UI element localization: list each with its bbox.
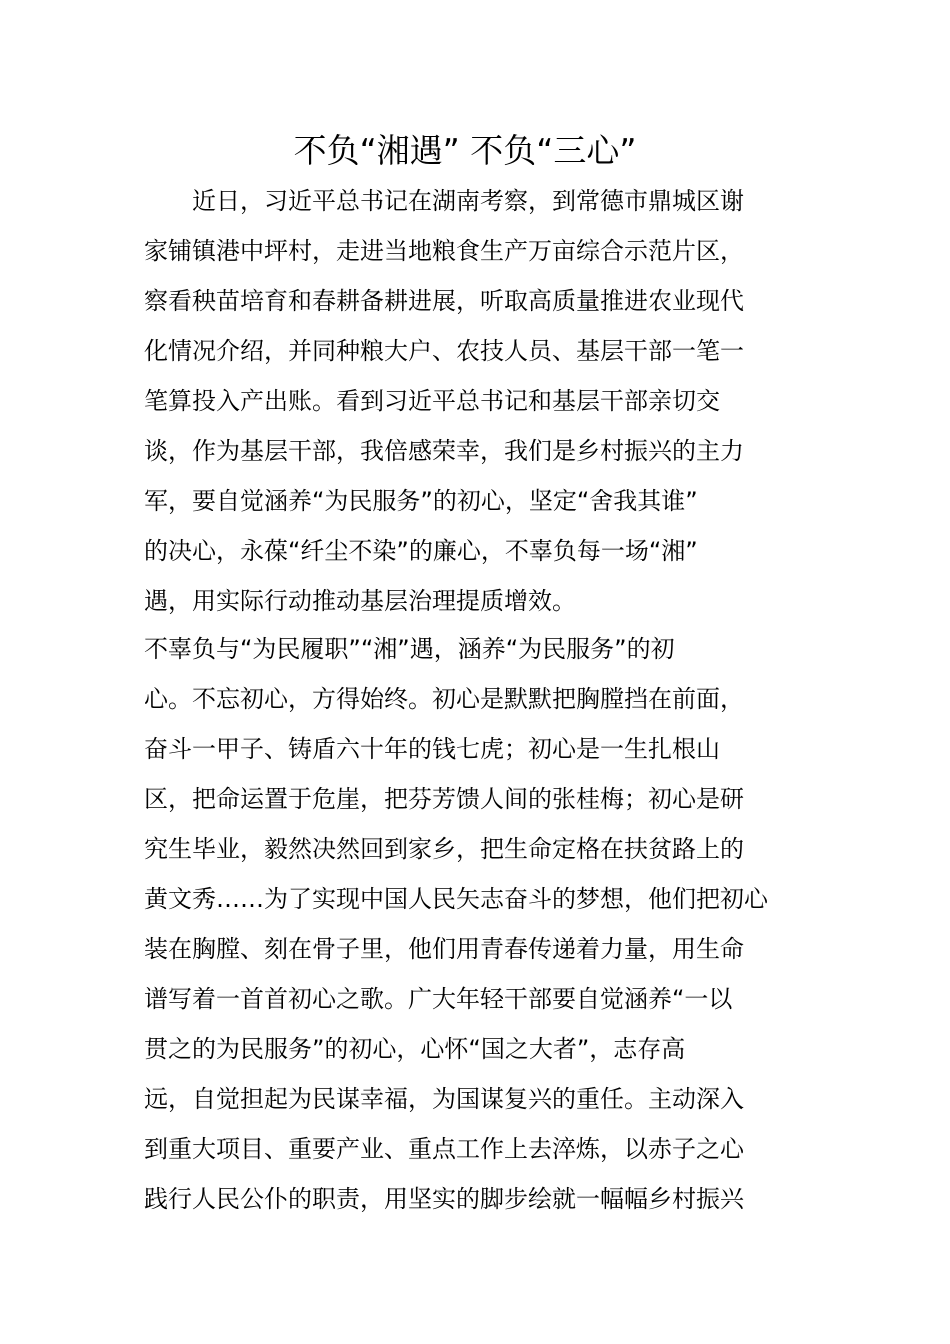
paragraph-line: 黄文秀……为了实现中国人民矢志奋斗的梦想，他们把初心 bbox=[144, 885, 768, 913]
paragraph-line: 遇，用实际行动推动基层治理提质增效。 bbox=[144, 587, 576, 615]
paragraph-line: 笔算投入产出账。看到习近平总书记和基层干部亲切交 bbox=[144, 387, 720, 415]
paragraph-line: 装在胸膛、刻在骨子里，他们用青春传递着力量，用生命 bbox=[144, 935, 744, 963]
paragraph-line: 心。不忘初心，方得始终。初心是默默把胸膛挡在前面， bbox=[144, 685, 744, 713]
page-title: 不负“湘遇” 不负“三心” bbox=[293, 131, 637, 170]
paragraph-line: 区，把命运置于危崖，把芬芳馈人间的张桂梅；初心是研 bbox=[144, 785, 744, 813]
paragraph-line: 践行人民公仆的职责，用坚实的脚步绘就一幅幅乡村振兴 bbox=[144, 1185, 744, 1213]
paragraph-line: 察看秧苗培育和春耕备耕进展，听取高质量推进农业现代 bbox=[144, 287, 744, 315]
paragraph-line: 化情况介绍，并同种粮大户、农技人员、基层干部一笔一 bbox=[144, 337, 744, 365]
paragraph-line: 究生毕业，毅然决然回到家乡，把生命定格在扶贫路上的 bbox=[144, 835, 744, 863]
paragraph-line: 谈，作为基层干部，我倍感荣幸，我们是乡村振兴的主力 bbox=[144, 437, 744, 465]
paragraph-line: 不辜负与“为民履职”“湘”遇，涵养“为民服务”的初 bbox=[144, 635, 675, 663]
paragraph-2 bbox=[144, 624, 808, 1224]
paragraph-line: 谱写着一首首初心之歌。广大年轻干部要自觉涵养“一以 bbox=[144, 985, 733, 1013]
paragraph-line: 家铺镇港中坪村，走进当地粮食生产万亩综合示范片区， bbox=[144, 237, 744, 265]
paragraph-line: 奋斗一甲子、铸盾六十年的钱七虎；初心是一生扎根山 bbox=[144, 735, 720, 763]
paragraph-line: 的决心，永葆“纤尘不染”的廉心，不辜负每一场“湘” bbox=[144, 537, 698, 565]
paragraph-line: 到重大项目、重要产业、重点工作上去淬炼，以赤子之心 bbox=[144, 1135, 744, 1163]
paragraph-line: 军，要自觉涵养“为民服务”的初心，坚定“舍我其谁” bbox=[144, 487, 698, 515]
paragraph-line: 远，自觉担起为民谋幸福，为国谋复兴的重任。主动深入 bbox=[144, 1085, 744, 1113]
paragraph-line: 近日，习近平总书记在湖南考察，到常德市鼎城区谢 bbox=[144, 187, 744, 215]
paragraph-1 bbox=[144, 176, 808, 626]
paragraph-line: 贯之的为民服务”的初心，心怀“国之大者”，志存高 bbox=[144, 1035, 686, 1063]
